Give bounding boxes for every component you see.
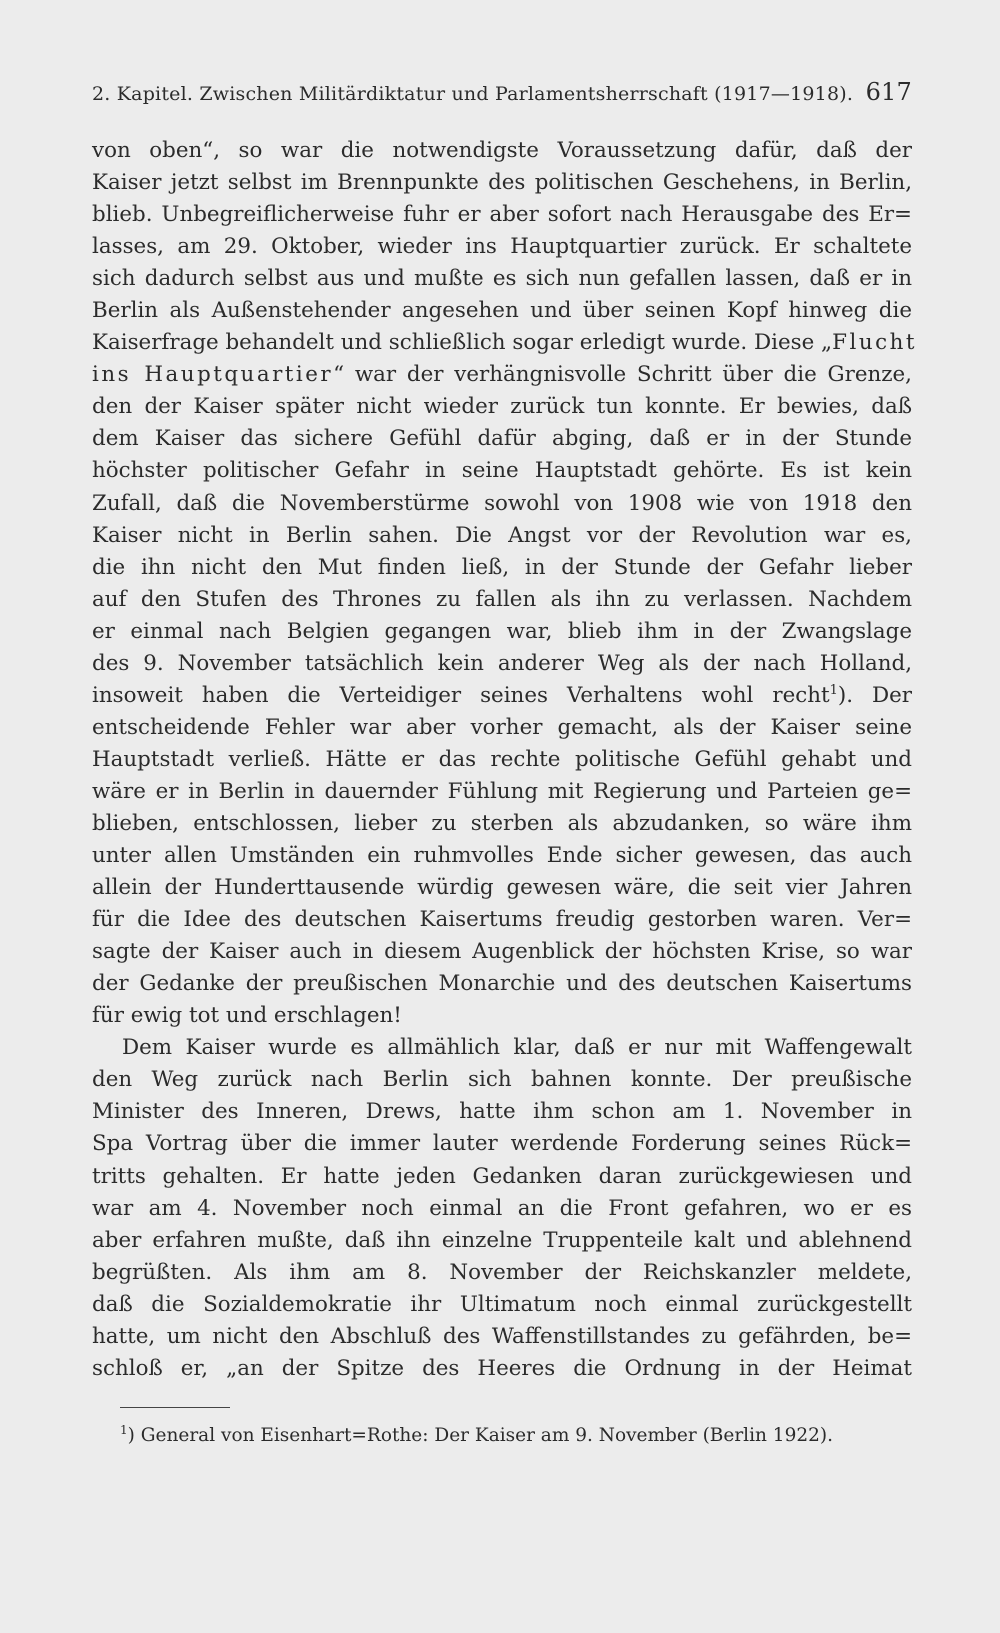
text-line: des 9. November tatsächlich kein anderer Weg als der nach Holland, [92,650,912,676]
text-line: den Weg zurück nach Berlin sich bahnen konnte. Der preußische [92,1067,912,1093]
text-span: “ war der verhängnisvolle Schritt über die Grenze, [333,362,912,388]
text-line: sagte der Kaiser auch in diesem Augenblick der höchsten Krise, so war [92,939,912,965]
text-line: Berlin als Außenstehender angesehen und über seinen Kopf hinweg die [92,298,912,324]
text-line: der Gedanke der preußischen Monarchie und des deutschen Kaisertums [92,971,912,997]
text-line [92,680,912,712]
text-line: tritts gehalten. Er hatte jeden Gedanken daran zurückgewiesen und [92,1163,912,1189]
text-line: blieben, entschlossen, lieber zu sterben als abzudanken, so wäre ihm [92,810,912,836]
emphasized-text: Flucht [832,330,917,356]
text-line: daß die Sozialdemokratie ihr Ultimatum noch einmal zurückgestellt [92,1291,912,1317]
text-line: lasses, am 29. Oktober, wieder ins Hauptquartier zurück. Er schaltete [92,234,912,260]
text-line: begrüßten. Als ihm am 8. November der Reichskanzler meldete, [92,1259,912,1285]
footnote-reference[interactable]: 1 [829,682,838,698]
text-line [92,327,917,359]
text-line: Spa Vortrag über die immer lauter werdende Forderung seines Rück= [92,1131,912,1157]
text-line: wäre er in Berlin in dauernder Fühlung mit Regierung und Parteien ge= [92,778,912,804]
text-line: Dem Kaiser wurde es allmählich klar, daß er nur mit Waffengewalt [122,1035,912,1061]
footnote-divider [120,1407,230,1408]
body-text [92,135,917,1385]
text-line: hatte, um nicht den Abschluß des Waffenstillstandes zu gefährden, be= [92,1323,912,1349]
emphasized-text: ins Hauptquartier [92,362,334,388]
text-line: sich dadurch selbst aus und mußte es sich nun gefallen lassen, daß er in [92,266,912,292]
page-number: 617 [865,78,912,106]
text-line: für ewig tot und erschlagen! [92,1003,402,1029]
text-line: aber erfahren mußte, daß ihn einzelne Truppenteile kalt und ablehnend [92,1227,912,1253]
running-title: 2. Kapitel. Zwischen Militärdiktatur und Parlamentsherrschaft (1917—1918). [92,83,854,105]
text-line: auf den Stufen des Thrones zu fallen als ihn zu verlassen. Nachdem [92,586,912,612]
text-span: Kaiserfrage behandelt und schließlich sogar erledigt wurde. Diese „ [92,330,833,356]
text-line: von oben“, so war die notwendigste Voraussetzung dafür, daß der [92,138,912,163]
text-line: war am 4. November noch einmal an die Front gefahren, wo er es [92,1195,912,1221]
text-line: unter allen Umständen ein ruhmvolles Ende sicher gewesen, das auch [92,843,912,869]
footnote-marker: 1 [120,1422,128,1437]
footnote [120,1422,920,1446]
text-line: Hauptstadt verließ. Hätte er das rechte politische Gefühl gehabt und [92,746,912,772]
text-line: den der Kaiser später nicht wieder zurück tun konnte. Er bewies, daß [92,394,912,420]
text-span: ). Der [837,682,912,708]
text-line: allein der Hunderttausende würdig gewesen wäre, die seit vier Jahren [92,875,912,901]
text-line: höchster politischer Gefahr in seine Hauptstadt gehörte. Es ist kein [92,458,912,484]
text-line: Kaiser jetzt selbst im Brennpunkte des politischen Geschehens, in Berlin, [92,170,912,196]
text-line: dem Kaiser das sichere Gefühl dafür abging, daß er in der Stunde [92,426,912,452]
text-line: er einmal nach Belgien gegangen war, blieb ihm in der Zwangslage [92,618,912,644]
text-line: Minister des Inneren, Drews, hatte ihm schon am 1. November in [92,1099,912,1125]
text-line: Zufall, daß die Novemberstürme sowohl von 1908 wie von 1918 den [92,490,912,516]
text-line: für die Idee des deutschen Kaisertums freudig gestorben waren. Ver= [92,907,912,933]
text-line [92,359,912,391]
text-line: blieb. Unbegreiflicherweise fuhr er aber sofort nach Herausgabe des Er= [92,202,912,228]
running-header [92,78,912,106]
text-line: Kaiser nicht in Berlin sahen. Die Angst vor der Revolution war es, [92,522,912,548]
text-span: insoweit haben die Verteidiger seines Verhaltens wohl recht [92,682,830,708]
text-line: entscheidende Fehler war aber vorher gemacht, als der Kaiser seine [92,714,912,740]
text-line: die ihn nicht den Mut finden ließ, in der Stunde der Gefahr lieber [92,554,912,580]
footnote-text: ) General von Eisenhart=Rothe: Der Kaiser am 9. November (Berlin 1922). [127,1425,833,1446]
text-line: schloß er, „an der Spitze des Heeres die Ordnung in der Heimat [92,1355,912,1381]
